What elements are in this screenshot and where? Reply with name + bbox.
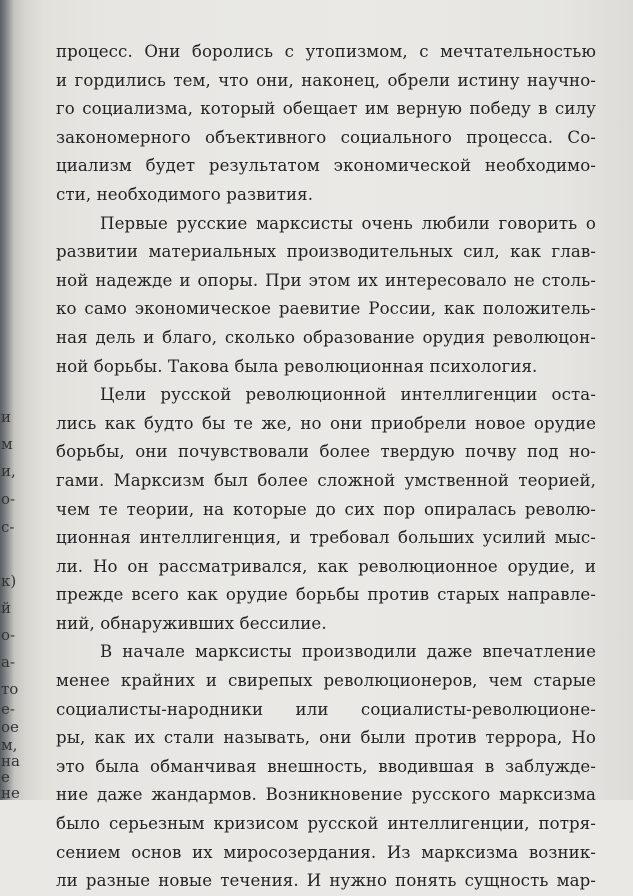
text-line: это была обманчивая внешность, вводившая в заблужде- (56, 756, 596, 776)
gutter-fragment: на (1, 752, 20, 770)
gutter-fragment: м, (1, 736, 18, 754)
text-line: гами. Марксизм был более сложной умственной теорией, (56, 470, 596, 490)
text-line: го социализма, который обещает им верную победу в силу (56, 99, 596, 119)
text-line: ко само экономическое раевитие России, как положитель- (56, 299, 596, 319)
text-line: менее крайних и свирепых революционеров, чем старые (56, 671, 596, 691)
text-line: циализм будет результатом экономической необходимо- (56, 156, 596, 176)
text-line: социалисты-народники или социалисты-революционе- (56, 699, 596, 719)
text-line: ли. Но он рассматривался, как революционное орудие, и (56, 556, 596, 576)
paragraph (56, 381, 596, 638)
text-line: ной борьбы. Такова была революционная психология. (56, 356, 538, 376)
text-line: борьбы, они почувствовали более твердую почву под но- (56, 442, 596, 462)
text-line: прежде всего как орудие борьбы против старых направле- (56, 585, 596, 605)
facing-page-edge (0, 0, 22, 800)
gutter-fragment: и (1, 408, 11, 426)
paragraph (56, 38, 596, 210)
text-line: чем те теории, на которые до сих пор опиралась револю- (56, 499, 596, 519)
gutter-fragment: м (1, 435, 13, 453)
body-text (56, 38, 596, 896)
gutter-fragment: то (1, 680, 19, 698)
text-line: Первые русские марксисты очень любили говорить о (100, 213, 596, 233)
gutter-fragment: е (1, 768, 10, 786)
gutter-fragment: е- (1, 700, 15, 718)
text-line: ционная интеллигенция, и требовал больших усилий мыс- (56, 528, 596, 548)
paragraph (56, 638, 596, 895)
text-line: было серьезным кризисом русской интеллигенции, потря- (56, 814, 596, 834)
text-line: Цели русской революционной интеллигенции оста- (100, 385, 596, 405)
text-line: ры, как их стали называть, они были против террора, Но (56, 728, 596, 748)
text-line: ная дель и благо, сколько образование орудия революцон- (56, 327, 596, 347)
gutter-fragment: о- (1, 626, 16, 644)
text-line: лись как будто бы те же, но они приобрели новое орудие (56, 413, 596, 433)
gutter-fragment: не (1, 784, 20, 802)
text-line: и гордились тем, что они, наконец, обрели истину научно- (56, 70, 596, 90)
text-line: развитии материальных производительных сил, как глав- (56, 242, 596, 262)
paragraph (56, 210, 596, 382)
text-line: ной надежде и опоры. При этом их интересовало не столь- (56, 270, 596, 290)
text-line: ли разные новые течения. И нужно понять сущность мар- (56, 871, 596, 891)
gutter-fragment: й (1, 599, 11, 617)
text-line: закономерного объективного социального процесса. Со- (56, 127, 596, 147)
text-line: сти, необходимого развития. (56, 184, 314, 204)
gutter-fragment: к) (1, 572, 17, 590)
gutter-fragment: а- (1, 653, 16, 671)
text-line: ние даже жандармов. Возникновение русского марксизма (56, 785, 596, 805)
text-line: сением основ их миросозердания. Из марксизма возник- (56, 842, 596, 862)
text-line: процесс. Они боролись с утопизмом, с мечтательностью (56, 42, 596, 61)
text-line: В начале марксисты производили даже впечатление (100, 642, 596, 662)
gutter-fragment: ое (1, 718, 19, 736)
gutter-fragment: о- (1, 490, 16, 508)
text-line: ний, обнаруживших бессилие. (56, 613, 327, 633)
gutter-fragment: с- (1, 518, 15, 536)
gutter-fragment: и, (1, 462, 16, 480)
